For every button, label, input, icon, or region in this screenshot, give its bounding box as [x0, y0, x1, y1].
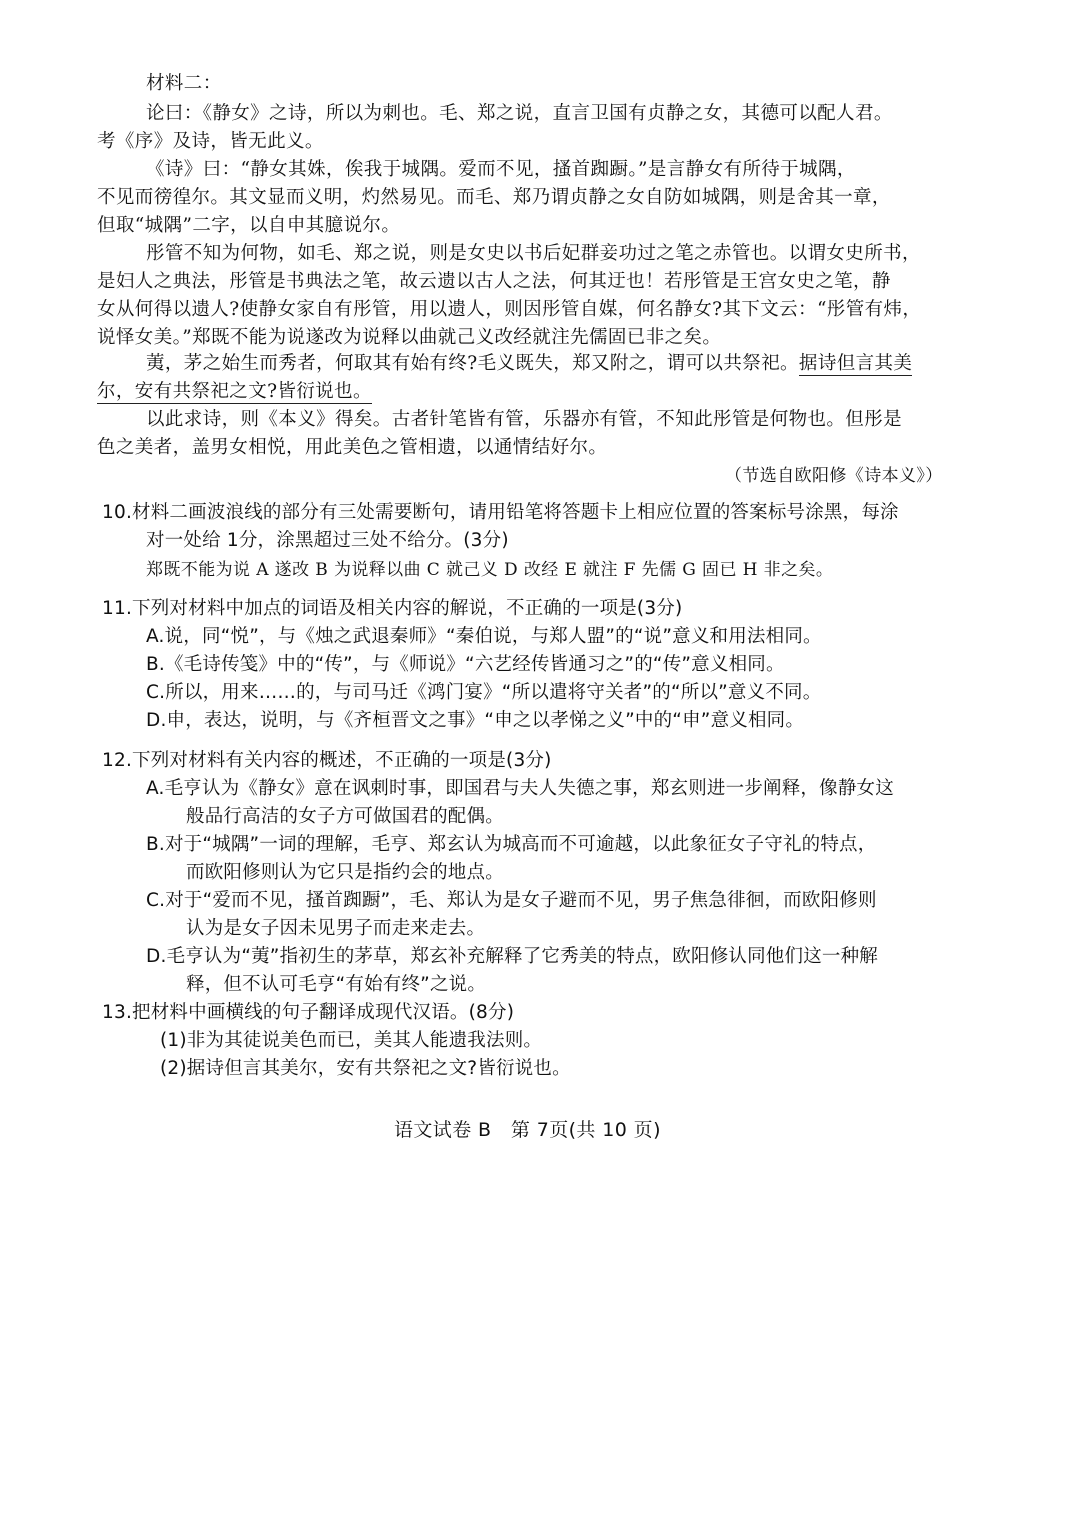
paragraph-line: 说怿女美。”郑既不能为说遂改为说释以曲就己义改经就注先儒固已非之矣。: [97, 327, 722, 348]
option-b-cont: 而欧阳修则认为它只是指约会的地点。: [186, 862, 504, 883]
translation-sentence-2: (2)据诗但言其美尔，安有共祭祀之文?皆衍说也。: [160, 1058, 571, 1079]
option-b: B.对于“城隅”一词的理解，毛亨、郑玄认为城高而不可逾越，以此象征女子守礼的特点，: [146, 834, 877, 855]
question-stem: 11.下列对材料中加点的词语及相关内容的解说，不正确的一项是(3分): [102, 598, 683, 619]
paragraph-line: 彤管不知为何物，如毛、郑之说，则是女史以书后妃群妾功过之笔之赤管也。以谓女史所书，: [146, 243, 921, 264]
question-options: 郑既不能为说 A 遂改 B 为说释以曲 C 就己义 D 改经 E 就注 F 先儒 G 固已 H 非之矣。: [146, 560, 834, 580]
paragraph-line: 色之美者，盖男女相悦，用此美色之管相遗，以通情结好尔。: [97, 437, 608, 458]
paragraph-line: 以此求诗，则《本义》得矣。古者针笔皆有管，乐器亦有管，不知此彤管是何物也。但彤是: [146, 409, 903, 430]
question-stem: 12.下列对材料有关内容的概述，不正确的一项是(3分): [102, 750, 552, 771]
option-c-cont: 认为是女子因未见男子而走来走去。: [186, 918, 486, 939]
question-stem: 13.把材料中画横线的句子翻译成现代汉语。(8分): [102, 1002, 515, 1023]
paragraph-line: 考《序》及诗，皆无此义。: [97, 131, 324, 152]
question-stem: 10.材料二画波浪线的部分有三处需要断句，请用铅笔将答题卡上相应位置的答案标号涂黑，每涂: [102, 502, 899, 523]
paragraph-text: 荑，茅之始生而秀者，何取其有始有终?毛义既失，郑又附之，谓可以共祭祀。: [146, 353, 799, 374]
option-d-cont: 释，但不认可毛亨“有始有终”之说。: [186, 974, 487, 995]
paragraph-line: 但取“城隅”二字，以自申其臆说尔。: [97, 215, 401, 236]
paragraph-line: 不见而徬徨尔。其文显而义明，灼然易见。而毛、郑乃谓贞静之女自防如城隅，则是舍其一章，: [97, 187, 891, 208]
option-a-cont: 般品行高洁的女子方可做国君的配偶。: [186, 806, 504, 827]
option-d: D.申，表达，说明，与《齐桓晋文之事》“申之以孝悌之义”中的“申”意义相同。: [146, 710, 805, 731]
material-heading: 材料二：: [146, 73, 222, 94]
paragraph-line: 是妇人之典法，彤管是书典法之笔，故云遗以古人之法，何其迂也！若彤管是王宫女史之笔，静: [97, 271, 891, 292]
option-a: A.说，同“悦”，与《烛之武退秦师》“秦伯说，与郑人盟”的“说”意义和用法相同。: [146, 626, 822, 647]
paragraph-line: [146, 350, 912, 378]
paragraph-line: [97, 378, 372, 406]
source-citation: （节选自欧阳修《诗本义》）: [725, 466, 943, 486]
paragraph-line: 女从何得以遗人?使静女家自有彤管，用以遗人，则因彤管自媒，何名静女?其下文云：“彤管有炜，: [97, 299, 922, 320]
paragraph-line: 《诗》曰：“静女其姝，俟我于城隅。爱而不见，搔首踟蹰。”是言静女有所待于城隅，: [146, 159, 856, 180]
question-stem: 对一处给 1分，涂黑超过三处不给分。(3分): [146, 530, 509, 551]
translation-sentence-1: (1)非为其徒说美色而已，美其人能遗我法则。: [160, 1030, 543, 1051]
option-c: C.对于“爱而不见，搔首踟蹰”，毛、郑认为是女子避而不见，男子焦急徘徊，而欧阳修则: [146, 890, 877, 911]
underlined-sentence: 据诗但言其美: [798, 353, 913, 374]
option-d: D.毛亨认为“荑”指初生的茅草，郑玄补充解释了它秀美的特点，欧阳修认同他们这一种解: [146, 946, 878, 967]
page-footer: 语文试卷 B 第 7页(共 10 页): [394, 1119, 661, 1141]
option-b: B.《毛诗传笺》中的“传”，与《师说》“六艺经传皆通习之”的“传”意义相同。: [146, 654, 785, 675]
option-a: A.毛亨认为《静女》意在讽刺时事，即国君与夫人失德之事，郑玄则进一步阐释，像静女这: [146, 778, 894, 799]
option-c: C.所以，用来……的，与司马迁《鸿门宴》“所以遣将守关者”的“所以”意义不同。: [146, 682, 822, 703]
underlined-sentence: 尔，安有共祭祀之文?皆衍说也。: [97, 381, 372, 402]
paragraph-line: 论曰：《静女》之诗，所以为刺也。毛、郑之说，直言卫国有贞静之女，其德可以配人君。: [146, 103, 893, 124]
